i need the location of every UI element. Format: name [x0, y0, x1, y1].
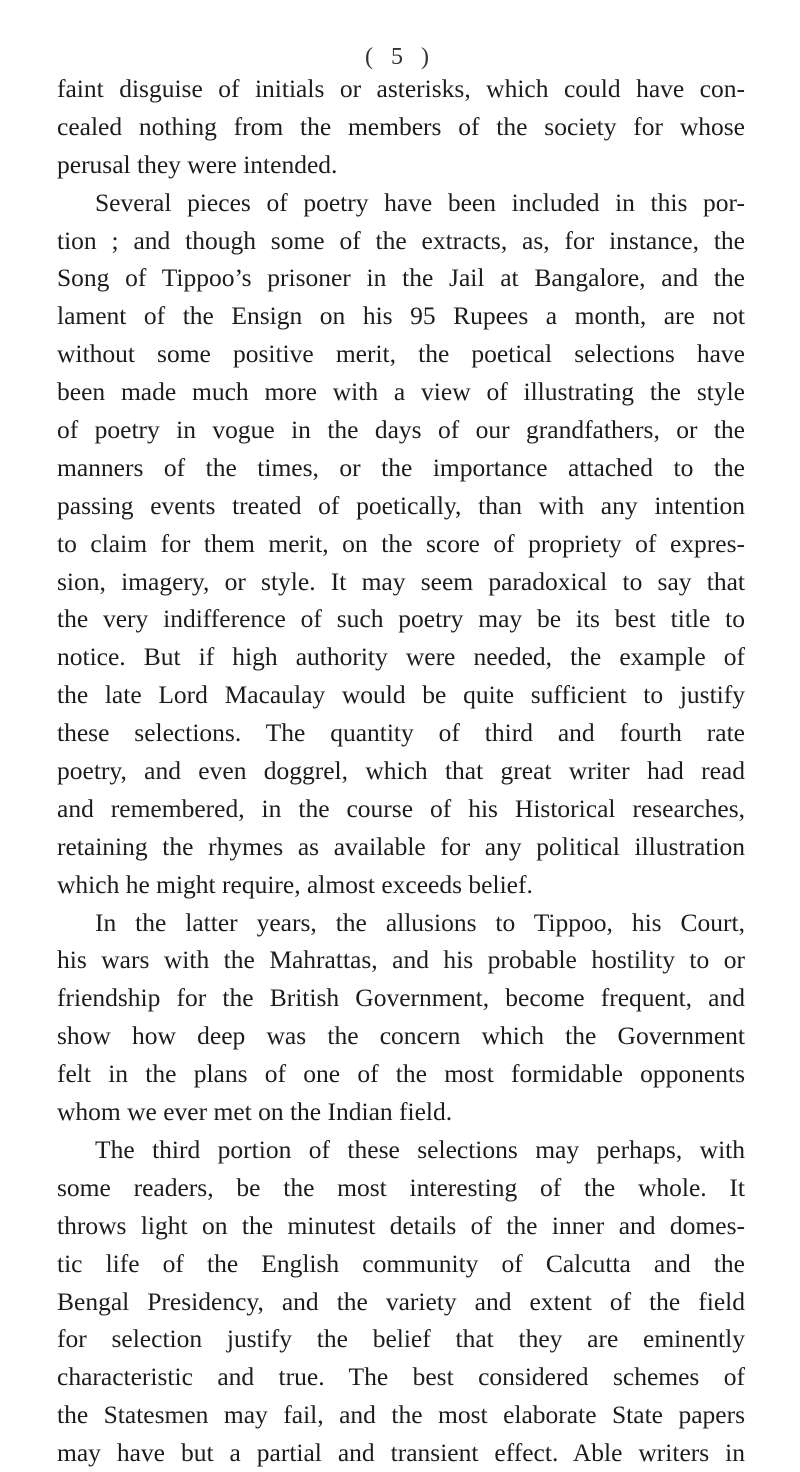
text-line: and remembered, in the course of his Historical researches, — [57, 793, 745, 823]
text-line: which he might require, almost exceeds belief. — [57, 869, 533, 899]
text-line: In the latter years, the allusions to Tippoo, his Court, — [95, 907, 745, 937]
text-line: been made much more with a view of illustrating the style — [57, 377, 745, 407]
paragraph-1 — [57, 70, 745, 184]
paragraph-3 — [57, 904, 745, 1131]
text-line: Several pieces of poetry have been included in this por- — [95, 187, 745, 217]
text-line: Song of Tippoo’s prisoner in the Jail at Bangalore, and the — [57, 263, 745, 293]
body-text — [57, 70, 745, 1472]
text-line: felt in the plans of one of the most formidable opponents — [57, 1059, 745, 1089]
text-line: characteristic and true. The best considered schemes of — [57, 1362, 745, 1392]
page-number: ( 5 ) — [365, 44, 435, 70]
text-line: the very indifference of such poetry may be its best title to — [57, 604, 745, 634]
text-line: retaining the rhymes as available for any political illustration — [57, 831, 745, 861]
text-line: for selection justify the belief that they are eminently — [57, 1324, 745, 1354]
text-line: show how deep was the concern which the Government — [57, 1021, 745, 1051]
text-line: some readers, be the most interesting of the whole. It — [57, 1172, 745, 1202]
text-line: of poetry in vogue in the days of our grandfathers, or the — [57, 415, 745, 445]
text-line: friendship for the British Government, become frequent, and — [57, 983, 745, 1013]
text-line: his wars with the Mahrattas, and his probable hostility to or — [57, 945, 745, 975]
text-line: may have but a partial and transient effect. Able writers in — [57, 1438, 745, 1468]
text-line: faint disguise of initials or asterisks, which could have con- — [57, 74, 745, 103]
text-line: throws light on the minutest details of the inner and domes- — [57, 1210, 745, 1240]
text-line: these selections. The quantity of third and fourth rate — [57, 718, 745, 748]
text-line: The third portion of these selections may perhaps, with — [95, 1134, 745, 1164]
text-line: tion ; and though some of the extracts, as, for instance, the — [57, 225, 745, 255]
text-line: passing events treated of poetically, than with any intention — [57, 490, 745, 520]
text-line: manners of the times, or the importance attached to the — [57, 452, 745, 482]
text-line: without some positive merit, the poetical selections have — [57, 339, 745, 369]
text-line: the Statesmen may fail, and the most elaborate State papers — [57, 1400, 745, 1430]
text-line: cealed nothing from the members of the society for whose — [57, 111, 745, 141]
text-line: sion, imagery, or style. It may seem paradoxical to say that — [57, 566, 745, 596]
text-line: whom we ever met on the Indian field. — [57, 1097, 453, 1127]
text-line: notice. But if high authority were needed, the example of — [57, 642, 745, 672]
text-line: lament of the Ensign on his 95 Rupees a month, are not — [57, 301, 745, 331]
paragraph-4 — [57, 1131, 745, 1472]
text-line: Bengal Presidency, and the variety and extent of the field — [57, 1286, 745, 1316]
text-line: perusal they were intended. — [57, 149, 338, 179]
text-line: to claim for them merit, on the score of propriety of expres- — [57, 528, 745, 558]
text-line: poetry, and even doggrel, which that great writer had read — [57, 756, 745, 786]
text-line: the late Lord Macaulay would be quite sufficient to justify — [57, 680, 745, 710]
text-line: tic life of the English community of Calcutta and the — [57, 1248, 745, 1278]
paragraph-2 — [57, 184, 745, 904]
